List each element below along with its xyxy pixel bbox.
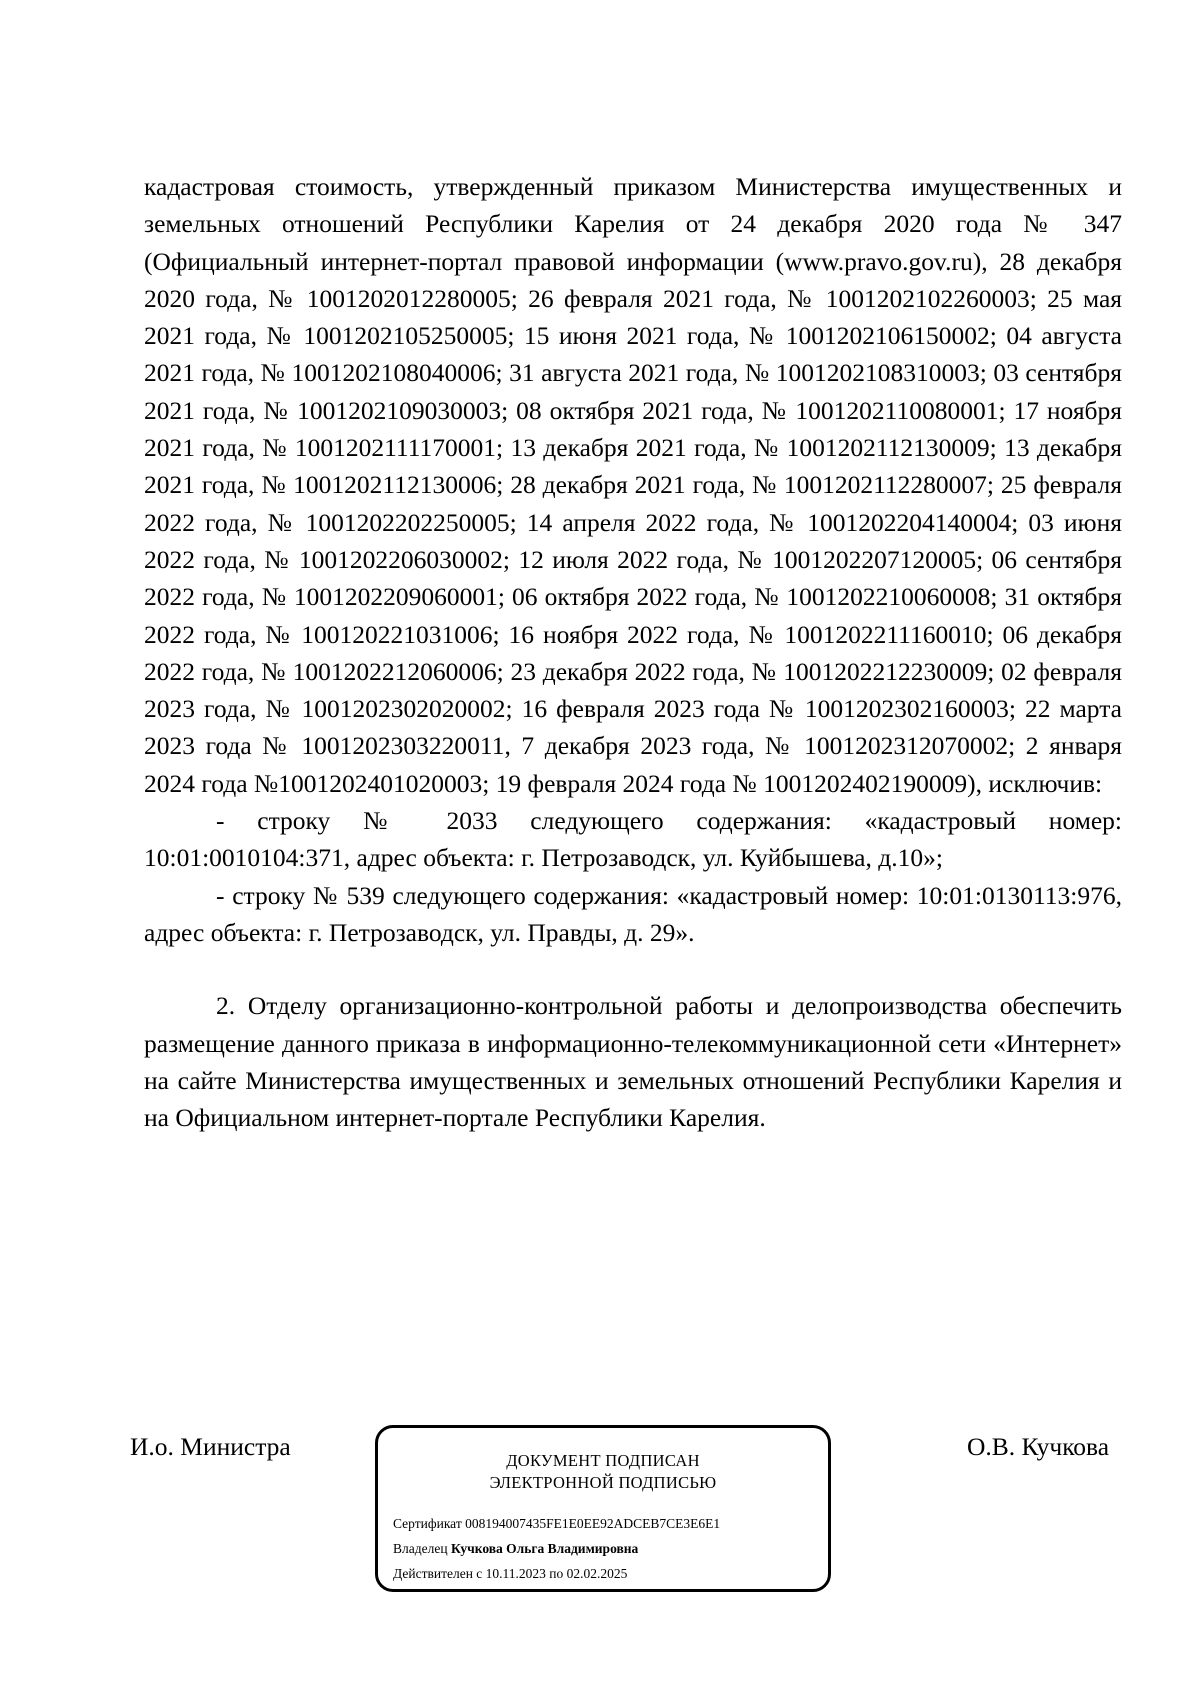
stamp-certificate-value: 008194007435FE1E0EE92ADCEB7CE3E6E1 [465,1516,721,1531]
paragraph-publication-order: 2. Отделу организационно-контрольной работы и делопроизводства обеспечить размещение данного приказа в информационно-телекоммуникационной сети «Интернет» на сайте Министерства имущественных и земельных отношений Республики Карелия и на Официальном интернет-портале Республики Карелия. [144,991,1122,1133]
stamp-validity-line [393,1561,828,1586]
stamp-valid-from: 10.11.2023 [485,1566,546,1581]
exclusion-item-1: - строку № 2033 следующего содержания: «кадастровый номер: 10:01:0010104:371, адрес объекта: г. Петрозаводск, ул. Куйбышева, д.10»; [144,806,1122,873]
exclusion-item-2: - строку № 539 следующего содержания: «кадастровый номер: 10:01:0130113:976, адрес объекта: г. Петрозаводск, ул. Правды, д. 29». [144,880,1122,947]
paragraph-list-of-objects: кадастровая стоимость, утвержденный приказом Министерства имущественных и земельных отношений Республики Карелия от 24 декабря 2020 года № 347 (Официальный интернет-портал правовой информации (www.pravo.gov.ru), 28 декабря 2020 года, № 1001202012280005; 26 февраля 2021 года, № 1001202102260003; 25 мая 2021 года, № 1001202105250005; 15 июня 2021 года, № 1001202106150002; 04 августа 2021 года, № 1001202108040006; 31 августа 2021 года, № 1001202108310003; 03 сентября 2021 года, № 1001202109030003; 08 октября 2021 года, № 1001202110080001; 17 ноября 2021 года, № 1001202111170001; 13 декабря 2021 года, № 1001202112130009; 13 декабря 2021 года, № 1001202112130006; 28 декабря 2021 года, № 1001202112280007; 25 февраля 2022 года, № 1001202202250005; 14 апреля 2022 года, № 1001202204140004; 03 июня 2022 года, № 1001202206030002; 12 июля 2022 года, № 1001202207120005; 06 сентября 2022 года, № 1001202209060001; 06 октября 2022 года, № 1001202210060008; 31 октября 2022 года, № 100120221031006; 16 ноября 2022 года, № 1001202211160010; 06 декабря 2022 года, № 1001202212060006; 23 декабря 2022 года, № 1001202212230009; 02 февраля 2023 года, № 1001202302020002; 16 февраля 2023 года № 1001202302160003; 22 марта 2023 года № 1001202303220011, 7 декабря 2023 года, № 1001202312070002; 2 января 2024 года №1001202401020003; 19 февраля 2024 года № 1001202402190009), исключив: [144,172,1122,798]
stamp-valid-to-label: по [549,1566,564,1581]
stamp-certificate-line [393,1511,828,1536]
stamp-title-line-2: ЭЛЕКТРОННОЙ ПОДПИСЬЮ [489,1473,717,1492]
signatory-position: И.о. Министра [130,1432,291,1461]
stamp-owner-value: Кучкова Ольга Владимировна [450,1541,639,1556]
stamp-title-line-1: ДОКУМЕНТ ПОДПИСАН [506,1451,700,1470]
signatory-name: О.В. Кучкова [967,1432,1110,1461]
stamp-title [378,1450,828,1494]
stamp-certificate-label: Сертификат [393,1516,462,1531]
paragraph-spacer [144,951,1122,987]
stamp-details [378,1511,828,1586]
stamp-valid-to: 02.02.2025 [566,1566,628,1581]
electronic-signature-stamp [375,1425,831,1592]
document-body [144,168,1122,1136]
stamp-owner-line [393,1536,828,1561]
stamp-owner-label: Владелец [393,1541,448,1556]
stamp-valid-label: Действителен с [393,1566,483,1581]
